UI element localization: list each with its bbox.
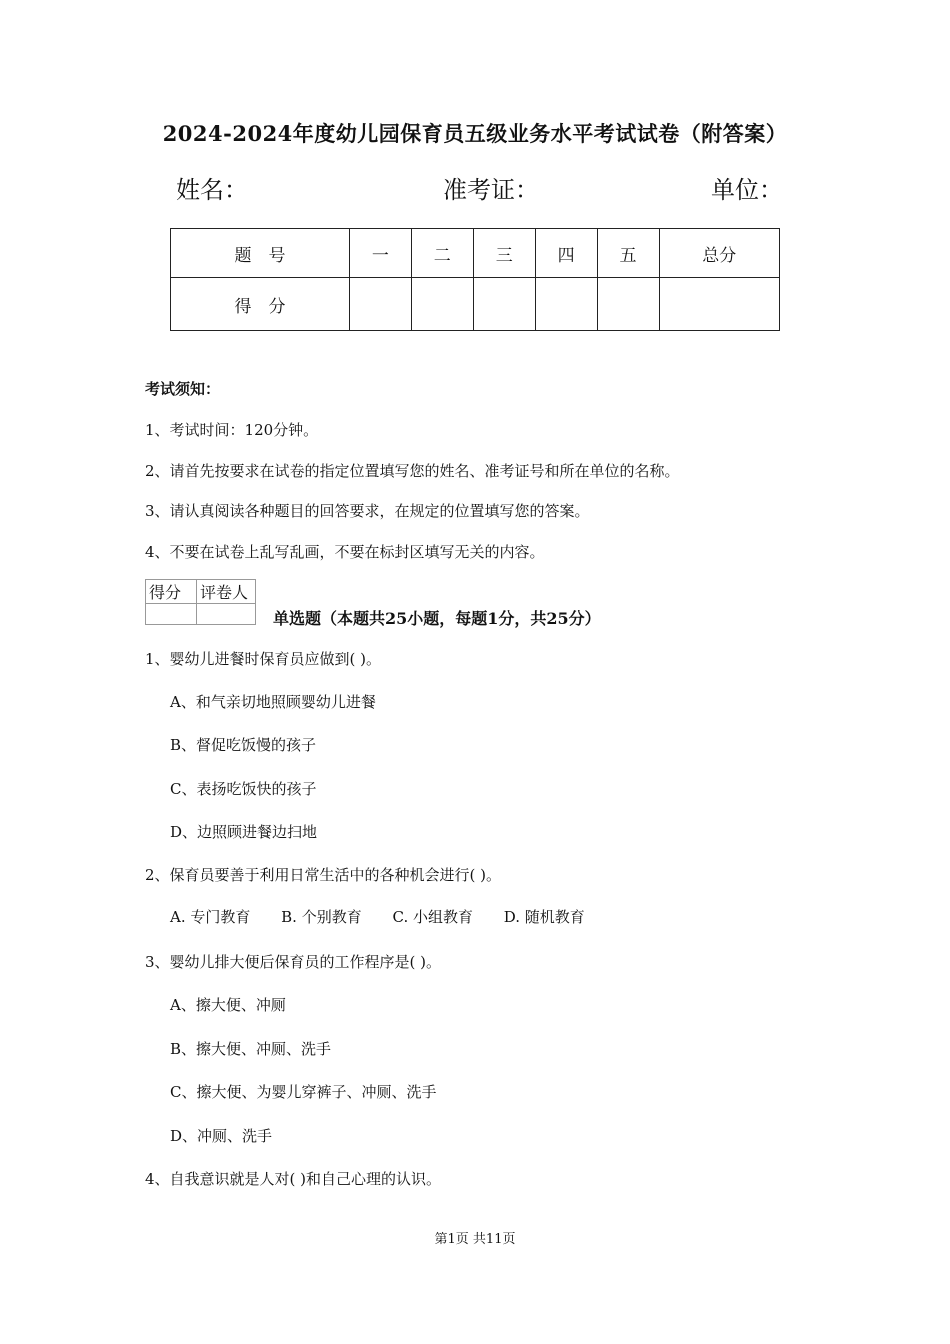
score-header-cell: 三: [473, 229, 535, 278]
notice-item: 2、请首先按要求在试卷的指定位置填写您的姓名、准考证号和所在单位的名称。: [145, 462, 680, 480]
score-row-label: 得 分: [171, 278, 350, 331]
score-cell: [473, 278, 535, 331]
score-cell: [349, 278, 411, 331]
notice-title: 考试须知：: [145, 380, 221, 398]
page-footer: 第1页 共11页: [434, 1232, 516, 1247]
score-header-cell: 四: [535, 229, 597, 278]
question-option: A、和气亲切地照顾婴幼儿进餐: [170, 693, 376, 711]
question-stem: 2、保育员要善于利用日常生活中的各种机会进行( )。: [145, 866, 502, 884]
grader-reviewer-cell: [197, 604, 256, 625]
question-option: B、督促吃饭慢的孩子: [170, 736, 317, 754]
score-header-cell: 题 号: [171, 229, 350, 278]
score-header-cell: 二: [411, 229, 473, 278]
question-option: D、边照顾进餐边扫地: [170, 823, 318, 841]
score-table-header-row: [171, 229, 780, 278]
question-option: A、擦大便、冲厕: [170, 996, 286, 1014]
section-title: 单选题（本题共25小题，每题1分，共25分）: [273, 609, 601, 628]
notice-item: 4、不要在试卷上乱写乱画，不要在标封区填写无关的内容。: [145, 543, 545, 561]
score-cell: [659, 278, 779, 331]
question-option: D. 随机教育: [503, 908, 585, 926]
grader-score-cell: [146, 604, 197, 625]
score-table-score-row: [171, 278, 780, 331]
question-stem: 4、自我意识就是人对( )和自己心理的认识。: [145, 1170, 442, 1188]
notice-item: 3、请认真阅读各种题目的回答要求，在规定的位置填写您的答案。: [145, 502, 590, 520]
score-header-cell: 五: [597, 229, 659, 278]
grader-reviewer-label: 评卷人: [197, 580, 256, 604]
exam-id-label: 准考证：: [443, 176, 539, 204]
question-option: C、表扬吃饭快的孩子: [170, 780, 317, 798]
question-stem: 1、婴幼儿进餐时保育员应做到( )。: [145, 650, 382, 668]
question-option: B、擦大便、冲厕、洗手: [170, 1040, 332, 1058]
question-option: C. 小组教育: [392, 908, 473, 926]
score-cell: [535, 278, 597, 331]
score-cell: [411, 278, 473, 331]
notice-item: 1、考试时间：120分钟。: [145, 421, 319, 439]
question-option: A. 专门教育: [170, 908, 251, 926]
question-option: D、冲厕、洗手: [170, 1127, 273, 1145]
name-label: 姓名：: [176, 176, 248, 204]
question-options-inline: [170, 906, 611, 927]
question-option: C、擦大便、为婴儿穿裤子、冲厕、洗手: [170, 1083, 437, 1101]
score-header-cell: 一: [349, 229, 411, 278]
question-stem: 3、婴幼儿排大便后保育员的工作程序是( )。: [145, 953, 442, 971]
unit-label: 单位：: [711, 176, 783, 204]
score-table: [170, 228, 780, 331]
score-cell: [597, 278, 659, 331]
question-option: B. 个别教育: [281, 908, 362, 926]
page-title: 2024-2024年度幼儿园保育员五级业务水平考试试卷（附答案）: [162, 121, 788, 146]
score-header-cell: 总分: [659, 229, 779, 278]
grader-score-label: 得分: [146, 580, 197, 604]
grader-table: [145, 579, 256, 625]
